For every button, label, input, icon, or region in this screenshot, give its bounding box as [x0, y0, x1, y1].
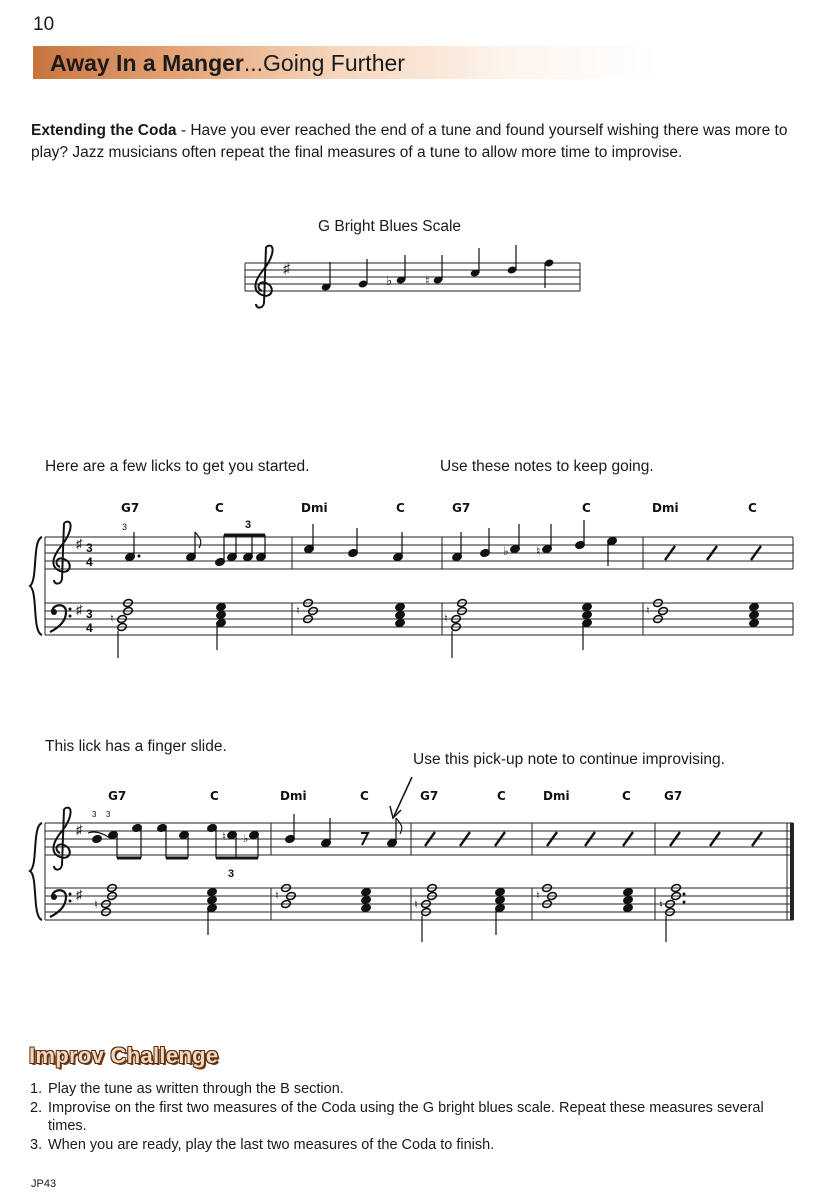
chord-symbol: Dmi: [652, 501, 679, 515]
svg-text:♭: ♭: [503, 544, 509, 558]
system2-caption-left: This lick has a finger slide.: [45, 738, 227, 755]
svg-text:♯: ♯: [76, 822, 83, 837]
chord-symbol: C: [360, 789, 369, 803]
chord-symbol: C: [622, 789, 631, 803]
svg-text:3: 3: [86, 607, 93, 621]
title-main: Away In a Manger: [50, 50, 244, 76]
system1-caption-left: Here are a few licks to get you started.: [45, 458, 310, 475]
chord-symbol: C: [582, 501, 591, 515]
chord-symbol: C: [215, 501, 224, 515]
intro-heading: Extending the Coda: [31, 122, 177, 139]
svg-text:♮: ♮: [94, 899, 98, 911]
svg-text:♮: ♮: [296, 605, 300, 617]
svg-text:4: 4: [86, 621, 93, 635]
system2-treble-notes: [88, 810, 762, 880]
scale-notes: [321, 245, 555, 292]
system1-caption-right: Use these notes to keep going.: [440, 458, 654, 475]
chord-symbol: Dmi: [280, 789, 307, 803]
list-item: 2. Improvise on the first two measures of the Coda using the G bright blues scale. Repeat these measures several times.: [30, 1099, 764, 1134]
system1-chord-symbols: [121, 501, 757, 515]
svg-text:♯: ♯: [76, 602, 83, 617]
svg-text:♭: ♭: [243, 833, 249, 845]
scale-staff: [245, 263, 580, 291]
system2-grand-staff: [45, 823, 793, 920]
svg-text:♮: ♮: [414, 899, 418, 911]
chord-symbol: C: [748, 501, 757, 515]
svg-text:♮: ♮: [425, 273, 430, 288]
svg-text:3: 3: [92, 810, 97, 819]
title-subtitle: ...Going Further: [243, 50, 405, 76]
chord-symbol: C: [497, 789, 506, 803]
footer-code: JP43: [31, 1178, 57, 1190]
svg-text:♮: ♮: [536, 890, 540, 902]
chord-symbol: G7: [664, 789, 683, 803]
svg-text:♮: ♮: [646, 605, 650, 617]
chord-symbol: Dmi: [301, 501, 328, 515]
system2-chord-symbols: [108, 789, 682, 803]
svg-text:♮: ♮: [659, 899, 663, 911]
page-number: 10: [33, 14, 55, 35]
sharp-icon: ♯: [283, 260, 290, 276]
system1-bass-chords: [110, 598, 759, 658]
system1-grand-staff: [45, 537, 793, 635]
svg-text:♮: ♮: [536, 544, 541, 558]
svg-text:♯: ♯: [76, 536, 83, 551]
chord-symbol: G7: [121, 501, 140, 515]
svg-text:3: 3: [245, 519, 252, 531]
list-item: 3. When you are ready, play the last two measures of the Coda to finish.: [30, 1136, 495, 1153]
svg-text:4: 4: [86, 555, 93, 569]
chord-symbol: G7: [420, 789, 439, 803]
list-item: 1. Play the tune as written through the B section.: [30, 1081, 344, 1097]
chord-symbol: G7: [452, 501, 471, 515]
svg-text:♯: ♯: [76, 887, 83, 902]
svg-text:3: 3: [106, 810, 111, 819]
time-signature: 3: [86, 541, 93, 555]
system2-bass-chords: [94, 883, 686, 942]
system2-caption-right: Use this pick-up note to continue improvising.: [413, 751, 725, 768]
svg-text:♮: ♮: [444, 613, 448, 625]
chord-symbol: C: [396, 501, 405, 515]
svg-text:3: 3: [122, 522, 128, 532]
brace-icon: [30, 823, 42, 920]
chord-symbol: Dmi: [543, 789, 570, 803]
intro-text: - Have you ever reached the end of a tune and found yourself wishing there was more to play? Jazz musicians often repeat the final measures of a tune to allow more time to improvise.: [31, 122, 788, 161]
chord-symbol: C: [210, 789, 219, 803]
challenge-list: [30, 1080, 800, 1154]
svg-text:♮: ♮: [275, 890, 279, 902]
scale-caption: G Bright Blues Scale: [318, 218, 462, 235]
svg-text:3: 3: [228, 868, 235, 880]
chord-symbol: G7: [108, 789, 127, 803]
pickup-arrow-icon: [390, 777, 412, 818]
svg-text:♭: ♭: [386, 273, 393, 288]
svg-text:♮: ♮: [110, 613, 114, 625]
brace-icon: [30, 537, 42, 635]
svg-text:♮: ♮: [222, 831, 226, 843]
challenge-title: Improv Challenge: [29, 1043, 219, 1068]
